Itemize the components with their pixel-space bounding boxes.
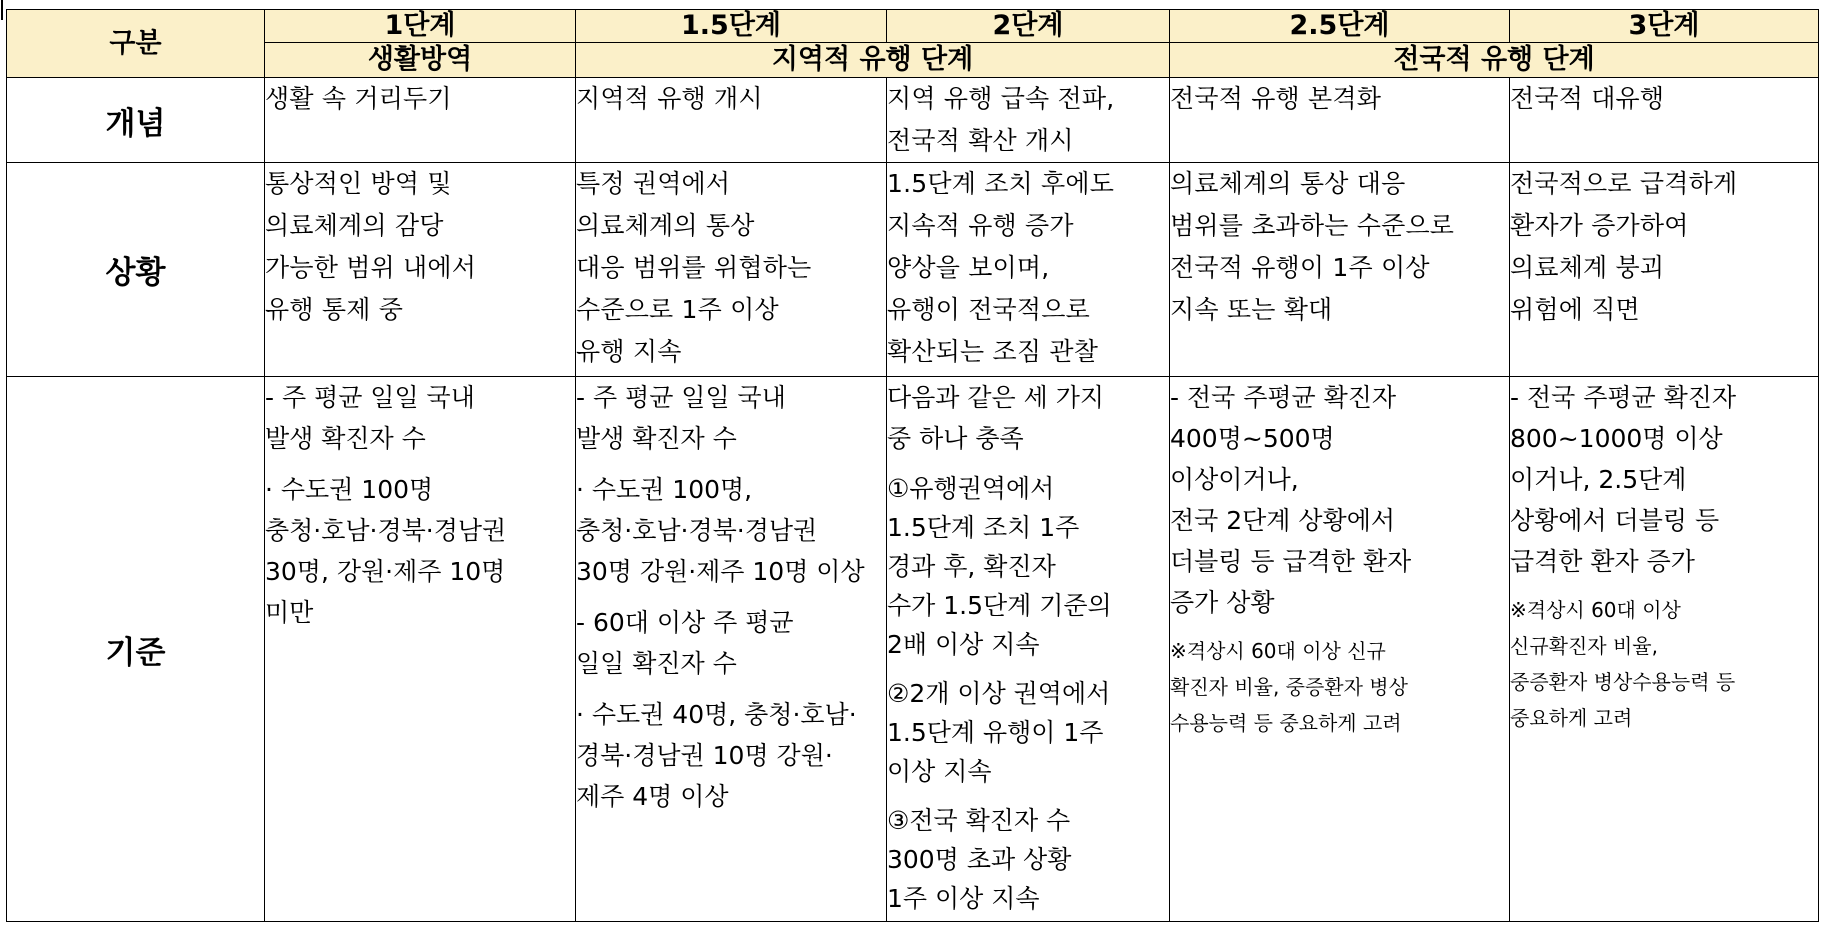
criteria-stage-2-5-main: - 전국 주평균 확진자 400명~500명 이상이거나, 전국 2단계 상황에서 더블링 등 급격한 환자 증가 상황 bbox=[1170, 383, 1412, 617]
situation-stage-1-5: 특정 권역에서 의료체계의 통상 대응 범위를 위협하는 수준으로 1주 이상 유행 지속 bbox=[576, 163, 887, 377]
distancing-stage-table bbox=[6, 9, 1819, 922]
criteria-stage-2 bbox=[887, 377, 1170, 922]
header-group-nationwide: 전국적 유행 단계 bbox=[1170, 43, 1819, 78]
header-stage-2: 2단계 bbox=[887, 10, 1170, 43]
concept-stage-1-5: 지역적 유행 개시 bbox=[576, 78, 887, 163]
header-corner: 구분 bbox=[7, 10, 265, 78]
header-stage-2-5: 2.5단계 bbox=[1170, 10, 1510, 43]
header-group-regional: 지역적 유행 단계 bbox=[576, 43, 1170, 78]
criteria-stage-1-main: - 주 평균 일일 국내 발생 확진자 수 bbox=[265, 383, 475, 453]
concept-stage-2-5: 전국적 유행 본격화 bbox=[1170, 78, 1510, 163]
criteria-stage-2-item-2: ②2개 이상 권역에서 1.5단계 유행이 1주 이상 지속 bbox=[887, 679, 1111, 786]
criteria-stage-1-5-sub-1: · 수도권 100명, 충청·호남·경북·경남권 30명 강원·제주 10명 이상 bbox=[576, 475, 865, 586]
criteria-stage-1-5 bbox=[576, 377, 887, 922]
criteria-stage-1-5-main-1: - 주 평균 일일 국내 발생 확진자 수 bbox=[576, 383, 786, 453]
criteria-stage-1-5-main-2: - 60대 이상 주 평균 일일 확진자 수 bbox=[576, 608, 794, 678]
criteria-stage-1-5-sub-2: · 수도권 40명, 충청·호남· 경북·경남권 10명 강원· 제주 4명 이상 bbox=[576, 700, 857, 811]
situation-stage-1: 통상적인 방역 및 의료체계의 감당 가능한 범위 내에서 유행 통제 중 bbox=[265, 163, 576, 377]
concept-stage-3: 전국적 대유행 bbox=[1510, 78, 1819, 163]
criteria-stage-3-note: ※격상시 60대 이상 신규확진자 비율, 중증환자 병상수용능력 등 중요하게 고려 bbox=[1510, 598, 1736, 730]
header-group-daily-life: 생활방역 bbox=[265, 43, 576, 78]
criteria-stage-1 bbox=[265, 377, 576, 922]
header-stage-3: 3단계 bbox=[1510, 10, 1819, 43]
criteria-stage-3 bbox=[1510, 377, 1819, 922]
concept-stage-2: 지역 유행 급속 전파, 전국적 확산 개시 bbox=[887, 78, 1170, 163]
text-cursor bbox=[1, 0, 3, 20]
situation-stage-3: 전국적으로 급격하게 환자가 증가하여 의료체계 붕괴 위험에 직면 bbox=[1510, 163, 1819, 377]
criteria-stage-2-intro: 다음과 같은 세 가지 중 하나 충족 bbox=[887, 383, 1105, 453]
header-stage-1: 1단계 bbox=[265, 10, 576, 43]
situation-stage-2: 1.5단계 조치 후에도 지속적 유행 증가 양상을 보이며, 유행이 전국적으로 확산되는 조짐 관찰 bbox=[887, 163, 1170, 377]
criteria-stage-3-main: - 전국 주평균 확진자 800~1000명 이상 이거나, 2.5단계 상황에서 더블링 등 급격한 환자 증가 bbox=[1510, 383, 1737, 576]
row-label-criteria: 기준 bbox=[7, 377, 265, 922]
criteria-stage-2-5 bbox=[1170, 377, 1510, 922]
header-stage-1-5: 1.5단계 bbox=[576, 10, 887, 43]
row-label-concept: 개념 bbox=[7, 78, 265, 163]
criteria-stage-1-sub: · 수도권 100명 충청·호남·경북·경남권 30명, 강원·제주 10명 미만 bbox=[265, 475, 507, 627]
criteria-stage-2-item-1: ①유행권역에서 1.5단계 조치 1주 경과 후, 확진자 수가 1.5단계 기준의 2배 이상 지속 bbox=[887, 474, 1112, 659]
criteria-stage-2-5-note: ※격상시 60대 이상 신규 확진자 비율, 중증환자 병상 수용능력 등 중요하게 고려 bbox=[1170, 639, 1408, 735]
situation-stage-2-5: 의료체계의 통상 대응 범위를 초과하는 수준으로 전국적 유행이 1주 이상 지속 또는 확대 bbox=[1170, 163, 1510, 377]
concept-stage-1: 생활 속 거리두기 bbox=[265, 78, 576, 163]
criteria-stage-2-item-3: ③전국 확진자 수 300명 초과 상황 1주 이상 지속 bbox=[887, 806, 1072, 913]
row-label-situation: 상황 bbox=[7, 163, 265, 377]
